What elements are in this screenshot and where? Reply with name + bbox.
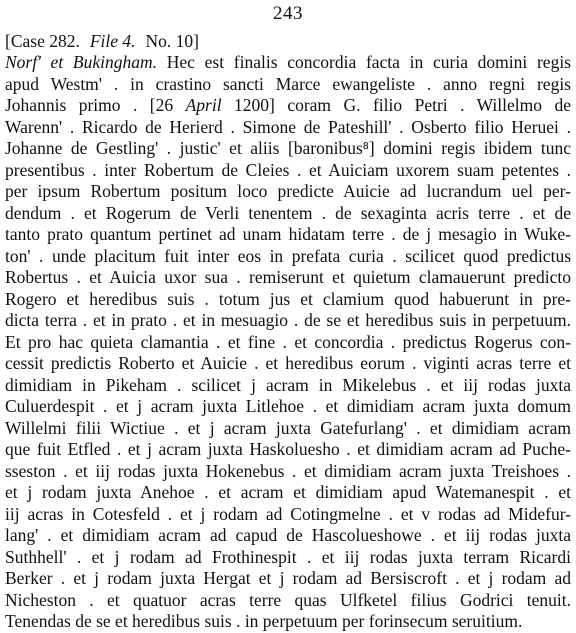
case-label: [Case 282. [5, 31, 80, 51]
text-line [5, 482, 571, 504]
line-text: iij acras in Cotesfeld . et j rodam ad Cotingmelne . et v rodas ad Midefur- [5, 503, 571, 524]
page-number: 243 [273, 3, 303, 24]
text-line [5, 203, 571, 225]
line-text: Warenn' . Ricardo de Herierd . Simone de Pateshill' . Osberto filio Heruei . [5, 116, 571, 137]
date-month: April [185, 95, 222, 115]
document-body [5, 52, 571, 633]
text-line [5, 568, 571, 590]
line-text: per ipsum Robertum positum loco predicte Auicie ad lucrandum uel per- [5, 181, 571, 201]
line-text: cessit predictis Roberto et Auicie . et heredibus eorum . viginti acras terre et [5, 353, 571, 373]
line-text-tail: 1200] coram G. filio Petri . Willelmo de [221, 95, 571, 115]
line-text: dimidiam in Pikeham . scilicet j acram in Mikelebus . et iij rodas juxta [5, 374, 571, 395]
text-line [5, 52, 571, 74]
line-text: que fuit Etfled . et j acram juxta Haskoluesho . et dimidiam acram ad Puche- [5, 439, 571, 459]
line-text: Johannis primo . [26 [5, 95, 186, 115]
text-line [5, 74, 571, 96]
line-text: ton' . unde placitum fuit inter eos in prefata curia . scilicet quod predictus [5, 245, 571, 266]
text-line [5, 138, 571, 160]
case-number [5, 31, 80, 51]
record-number: No. 10] [145, 31, 200, 51]
line-text: et j rodam juxta Anehoe . et acram et dimidiam apud Watemanespit . et [5, 482, 571, 502]
line-text: Rogero et heredibus suis . totum jus et clamium quod habuerunt in pre- [5, 288, 571, 309]
line-text: dendum . et Rogerum de Verli tenentem . de sexaginta acris terre . et de [5, 202, 571, 223]
line-text: lang' . et dimidiam acram ad capud de Hascolueshowe . et iij rodas juxta [5, 525, 571, 545]
text-line [5, 224, 571, 246]
line-text: dicta terra . et in prato . et in mesuagio . de se et heredibus suis in perpetuum. [5, 310, 571, 330]
line-text: Hec est finalis concordia facta in curia domini regis [157, 52, 571, 72]
text-line [5, 246, 571, 268]
line-text: Willelmi filii Wictiue . et j acram juxta Gatefurlang' . et dimidiam acram [5, 417, 571, 438]
text-line [5, 310, 571, 332]
text-line [5, 611, 571, 633]
text-line [5, 267, 571, 289]
file-number: File 4. [89, 31, 136, 51]
case-reference [5, 31, 199, 52]
text-line [5, 95, 571, 117]
line-text: presentibus . inter Robertum de Cleies . et Auiciam uxorem suam petentes . [5, 159, 571, 180]
text-line [5, 117, 571, 139]
line-text: Robertus . et Auicia uxor sua . remiserunt et quietum clamauerunt predicto [5, 267, 571, 287]
text-line [5, 289, 571, 311]
text-line [5, 590, 571, 612]
line-text: Johanne de Gestling' . justic' et aliis [baronibus⁸] domini regis ibidem tunc [5, 138, 571, 158]
county-heading: Norf' et Bukingham. [5, 52, 157, 72]
text-line [5, 396, 571, 418]
text-line [5, 439, 571, 461]
text-line [5, 418, 571, 440]
text-line [5, 525, 571, 547]
line-text: tanto prato quantum pertinet ad unam hidatam terre . de j mesagio in Wuke- [5, 224, 571, 244]
line-text: Culuerdespit . et j acram juxta Litlehoe . et dimidiam acram juxta domum [5, 396, 571, 416]
line-text: Suthhell' . et j rodam ad Frothinespit . et iij rodas juxta terram Ricardi [5, 546, 571, 567]
line-text: Tenendas de se et heredibus suis . in perpetuum per forinsecum seruitium. [5, 611, 523, 631]
line-text: Nicheston . et quatuor acras terre quas Ulfketel filius Godrici tenuit. [5, 589, 571, 610]
text-line [5, 181, 571, 203]
line-text: sseston . et iij rodas juxta Hokenebus . et dimidiam acram juxta Treishoes . [5, 460, 571, 481]
text-line [5, 160, 571, 182]
line-text: Et pro hac quieta clamantia . et fine . et concordia . predictus Rogerus con- [5, 331, 571, 352]
text-line [5, 375, 571, 397]
text-line [5, 547, 571, 569]
text-line [5, 332, 571, 354]
line-text: Berker . et j rodam juxta Hergat et j rodam ad Bersiscroft . et j rodam ad [5, 568, 571, 588]
line-text: apud Westm' . in crastino sancti Marce ewangeliste . anno regni regis [5, 73, 571, 94]
text-line [5, 504, 571, 526]
text-line [5, 461, 571, 483]
text-line [5, 353, 571, 375]
